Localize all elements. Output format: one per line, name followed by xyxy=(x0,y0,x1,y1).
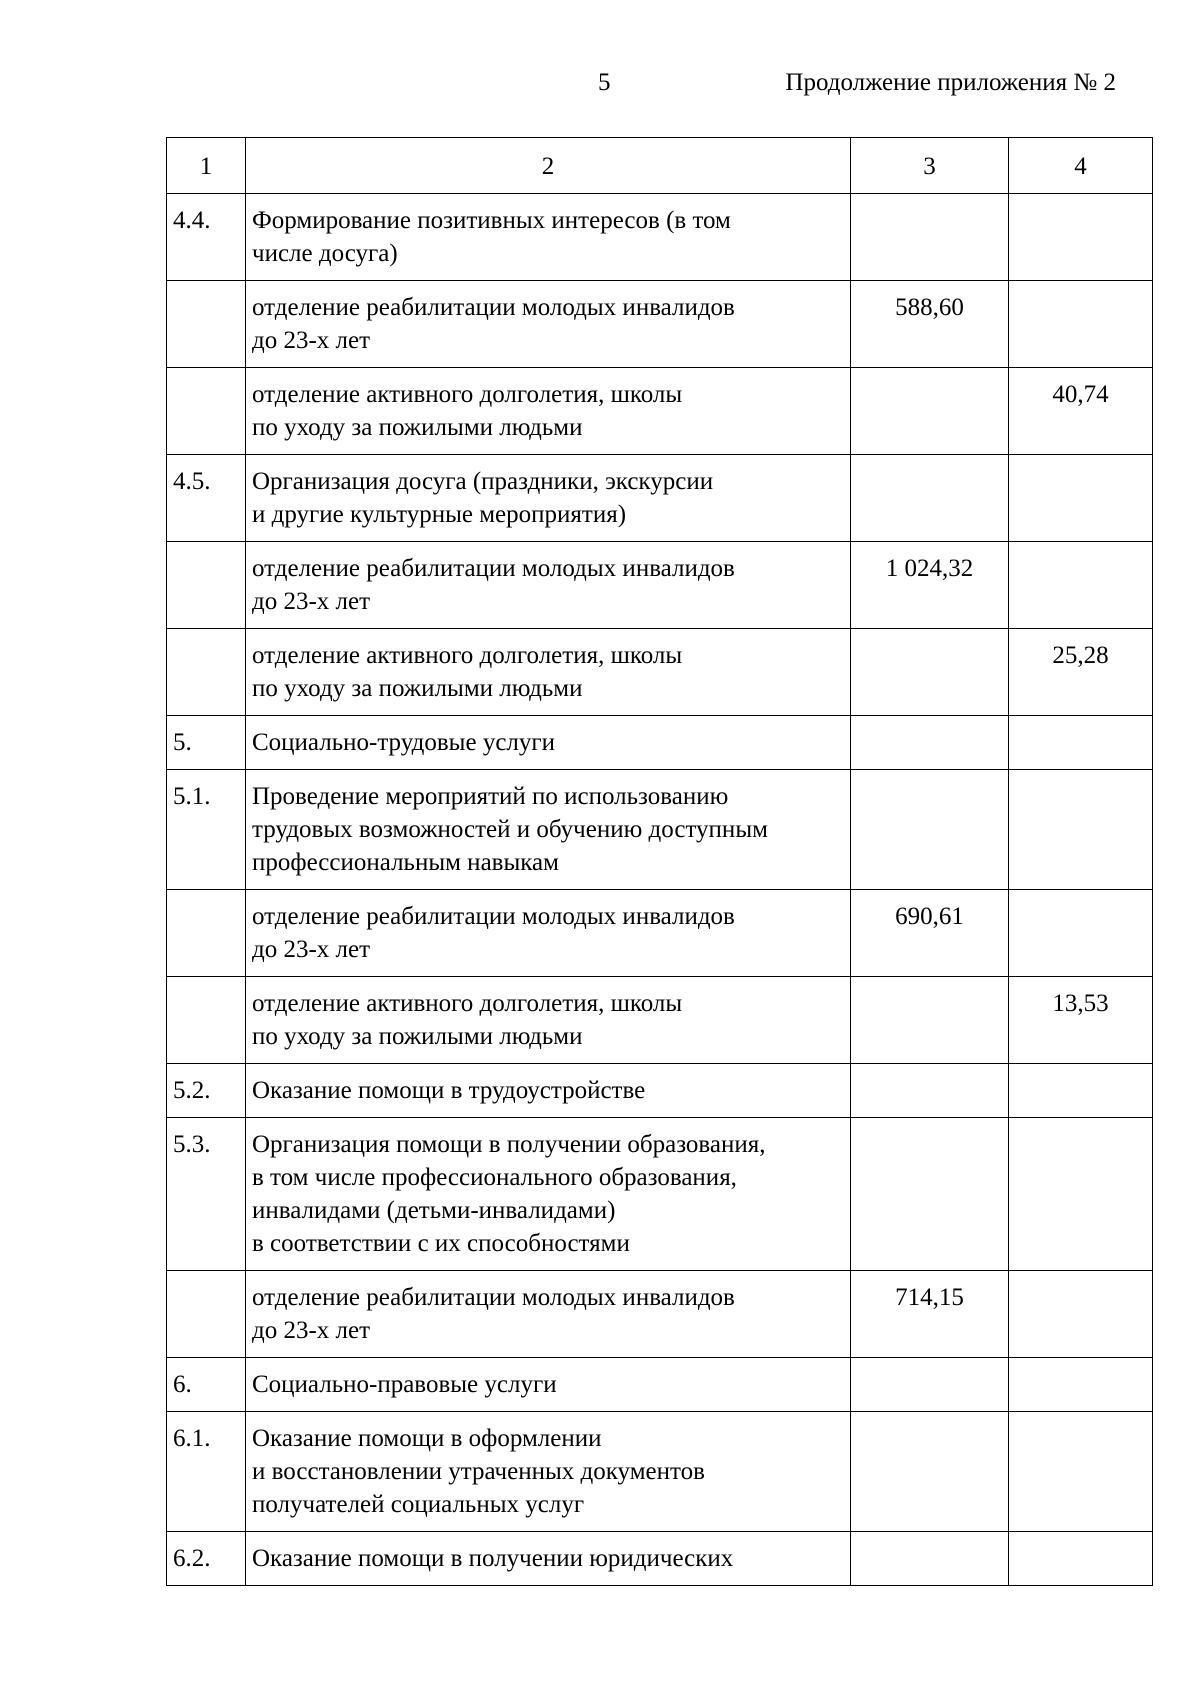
row-number-cell: 5.1. xyxy=(167,770,246,890)
value-column-4-cell: 40,74 xyxy=(1009,368,1153,455)
table-row xyxy=(167,629,1153,716)
service-name-cell: Организация досуга (праздники, экскурсии и другие культурные мероприятия) xyxy=(246,455,851,542)
table-row xyxy=(167,281,1153,368)
table-row xyxy=(167,1358,1153,1412)
column-header-2: 2 xyxy=(246,138,851,194)
value-column-4-cell xyxy=(1009,1271,1153,1358)
appendix-continuation-note: Продолжение приложения № 2 xyxy=(785,69,1116,96)
page-number: 5 xyxy=(598,69,611,96)
row-number-cell: 6.1. xyxy=(167,1412,246,1532)
value-column-3-cell xyxy=(851,1412,1009,1532)
service-name-cell: Социально-правовые услуги xyxy=(246,1358,851,1412)
table-row xyxy=(167,1532,1153,1586)
row-number-cell xyxy=(167,542,246,629)
service-name-cell: отделение активного долголетия, школы по уходу за пожилыми людьми xyxy=(246,368,851,455)
value-column-4-cell xyxy=(1009,1412,1153,1532)
row-number-cell: 5. xyxy=(167,716,246,770)
service-name-cell: Оказание помощи в оформлении и восстановлении утраченных документов получателей социальных услуг xyxy=(246,1412,851,1532)
value-column-4-cell xyxy=(1009,281,1153,368)
value-column-4-cell xyxy=(1009,455,1153,542)
value-column-4-cell xyxy=(1009,542,1153,629)
table-row xyxy=(167,1412,1153,1532)
row-number-cell xyxy=(167,1271,246,1358)
service-name-cell: отделение реабилитации молодых инвалидов до 23-х лет xyxy=(246,1271,851,1358)
value-column-4-cell: 13,53 xyxy=(1009,977,1153,1064)
service-name-cell: Формирование позитивных интересов (в том числе досуга) xyxy=(246,194,851,281)
value-column-3-cell xyxy=(851,977,1009,1064)
row-number-cell: 4.5. xyxy=(167,455,246,542)
row-number-cell: 6. xyxy=(167,1358,246,1412)
table-body xyxy=(167,138,1153,1586)
service-name-cell: отделение реабилитации молодых инвалидов до 23-х лет xyxy=(246,890,851,977)
row-number-cell xyxy=(167,890,246,977)
value-column-3-cell xyxy=(851,455,1009,542)
value-column-3-cell: 690,61 xyxy=(851,890,1009,977)
value-column-4-cell xyxy=(1009,1064,1153,1118)
row-number-cell: 5.3. xyxy=(167,1118,246,1271)
service-name-cell: Проведение мероприятий по использованию трудовых возможностей и обучению доступным профессиональным навыкам xyxy=(246,770,851,890)
table-row xyxy=(167,977,1153,1064)
service-name-cell: Оказание помощи в получении юридических xyxy=(246,1532,851,1586)
value-column-4-cell xyxy=(1009,1358,1153,1412)
row-number-cell xyxy=(167,629,246,716)
row-number-cell xyxy=(167,977,246,1064)
value-column-3-cell: 1 024,32 xyxy=(851,542,1009,629)
service-name-cell: отделение реабилитации молодых инвалидов до 23-х лет xyxy=(246,542,851,629)
service-name-cell: отделение реабилитации молодых инвалидов до 23-х лет xyxy=(246,281,851,368)
table-row xyxy=(167,1118,1153,1271)
service-name-cell: отделение активного долголетия, школы по уходу за пожилыми людьми xyxy=(246,629,851,716)
value-column-4-cell xyxy=(1009,890,1153,977)
services-table xyxy=(166,137,1153,1586)
value-column-3-cell xyxy=(851,716,1009,770)
row-number-cell xyxy=(167,281,246,368)
value-column-3-cell xyxy=(851,1358,1009,1412)
value-column-4-cell: 25,28 xyxy=(1009,629,1153,716)
column-header-1: 1 xyxy=(167,138,246,194)
row-number-cell: 4.4. xyxy=(167,194,246,281)
value-column-3-cell xyxy=(851,629,1009,716)
value-column-3-cell xyxy=(851,1118,1009,1271)
value-column-3-cell xyxy=(851,1532,1009,1586)
row-number-cell: 6.2. xyxy=(167,1532,246,1586)
table-row xyxy=(167,716,1153,770)
table-row xyxy=(167,770,1153,890)
table-row xyxy=(167,1271,1153,1358)
column-header-3: 3 xyxy=(851,138,1009,194)
value-column-3-cell xyxy=(851,1064,1009,1118)
value-column-4-cell xyxy=(1009,1118,1153,1271)
value-column-3-cell xyxy=(851,368,1009,455)
table-header-row xyxy=(167,138,1153,194)
value-column-3-cell xyxy=(851,770,1009,890)
table-row xyxy=(167,194,1153,281)
table-row xyxy=(167,455,1153,542)
value-column-3-cell: 714,15 xyxy=(851,1271,1009,1358)
table-row xyxy=(167,890,1153,977)
service-name-cell: Социально-трудовые услуги xyxy=(246,716,851,770)
service-name-cell: Оказание помощи в трудоустройстве xyxy=(246,1064,851,1118)
row-number-cell: 5.2. xyxy=(167,1064,246,1118)
column-header-4: 4 xyxy=(1009,138,1153,194)
value-column-4-cell xyxy=(1009,770,1153,890)
service-name-cell: Организация помощи в получении образования, в том числе профессионального образования, инвалидами (детьми-инвалидами) в соответствии с их способностями xyxy=(246,1118,851,1271)
table-row xyxy=(167,1064,1153,1118)
value-column-4-cell xyxy=(1009,1532,1153,1586)
value-column-3-cell: 588,60 xyxy=(851,281,1009,368)
service-name-cell: отделение активного долголетия, школы по уходу за пожилыми людьми xyxy=(246,977,851,1064)
value-column-3-cell xyxy=(851,194,1009,281)
value-column-4-cell xyxy=(1009,716,1153,770)
row-number-cell xyxy=(167,368,246,455)
table-row xyxy=(167,542,1153,629)
table-row xyxy=(167,368,1153,455)
value-column-4-cell xyxy=(1009,194,1153,281)
